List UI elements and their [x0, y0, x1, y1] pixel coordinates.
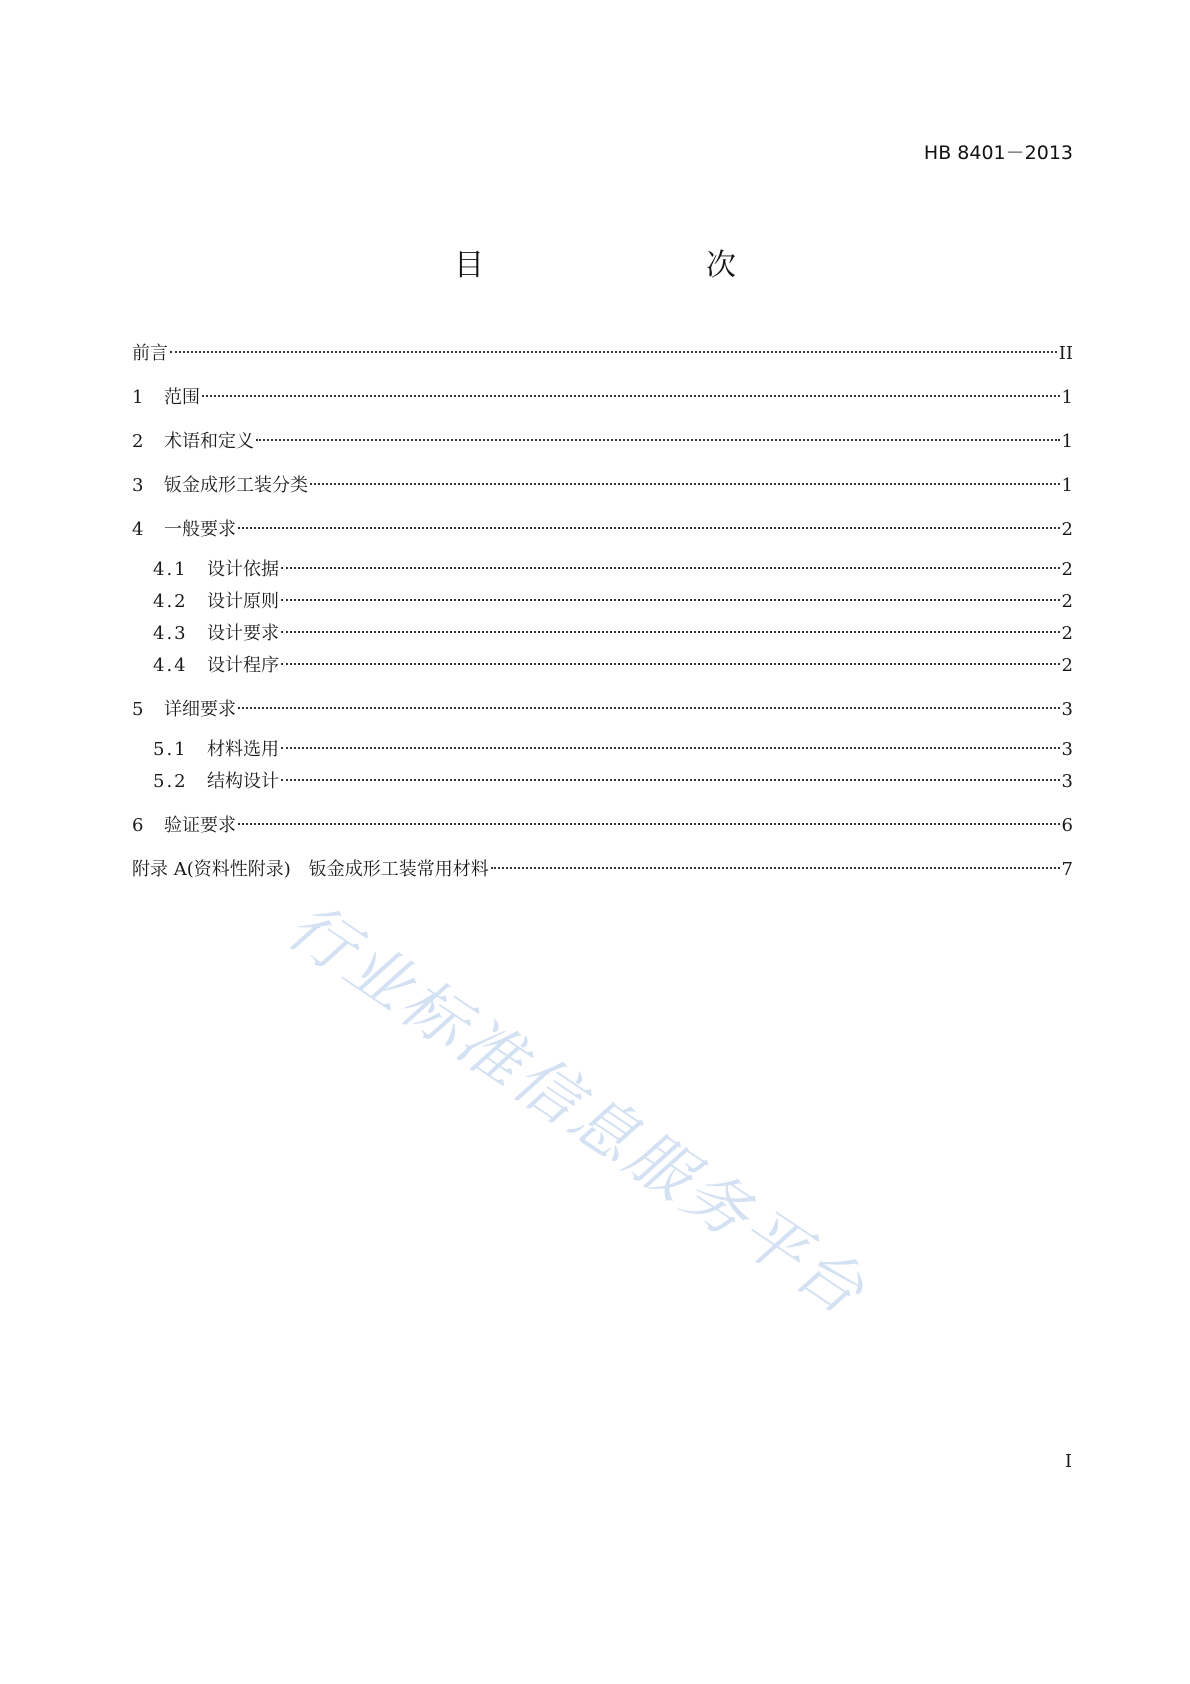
dot-leader [281, 747, 1060, 749]
toc-entry-page: 2 [1061, 591, 1073, 612]
toc-entry-page: 7 [1061, 859, 1073, 880]
toc-entry-page: 2 [1061, 655, 1073, 676]
toc-entry-number: 6 [132, 815, 144, 836]
toc-entry[interactable] [132, 812, 1073, 840]
toc-entry[interactable] [132, 736, 1073, 764]
toc-entry-page: 1 [1061, 431, 1073, 452]
dot-leader [281, 631, 1060, 633]
dot-leader [310, 483, 1060, 485]
toc-entry-page: 1 [1061, 475, 1073, 496]
dot-leader [202, 395, 1060, 397]
page-title: 目 次 [454, 248, 790, 283]
toc-entry-page: 6 [1061, 815, 1073, 836]
dot-leader [238, 527, 1060, 529]
dot-leader [238, 823, 1060, 825]
dot-leader [170, 351, 1057, 353]
dot-leader [256, 439, 1060, 441]
standard-code: HB 8401－2013 [923, 142, 1073, 164]
toc-entry-number: 4.2 [153, 591, 188, 612]
toc-entry[interactable] [132, 384, 1073, 412]
toc-entry[interactable] [132, 428, 1073, 456]
page-number: I [1064, 1451, 1072, 1472]
toc-entry[interactable] [132, 696, 1073, 724]
watermark: 行业标准信息服务平台 [274, 889, 880, 1331]
toc-entry-page: 2 [1061, 519, 1073, 540]
toc-entry-number: 4.1 [153, 559, 188, 580]
toc-entry[interactable] [132, 620, 1073, 648]
dot-leader [238, 707, 1060, 709]
toc-entry-title: 附录 A(资料性附录) 钣金成形工装常用材料 [132, 859, 489, 880]
table-of-contents [132, 340, 1073, 884]
toc-entry[interactable] [132, 340, 1073, 368]
toc-entry-title: 设计依据 [207, 559, 279, 580]
toc-entry-title: 材料选用 [207, 739, 279, 760]
toc-entry-title: 前言 [132, 343, 168, 364]
dot-leader [491, 867, 1060, 869]
toc-entry-title: 设计程序 [207, 655, 279, 676]
toc-entry-page: 1 [1061, 387, 1073, 408]
toc-entry-page: 3 [1061, 771, 1073, 792]
toc-entry-number: 4 [132, 519, 144, 540]
toc-entry-number: 2 [132, 431, 144, 452]
toc-entry-page: II [1058, 343, 1073, 364]
toc-entry-number: 1 [132, 387, 144, 408]
toc-entry[interactable] [132, 472, 1073, 500]
toc-entry[interactable] [132, 652, 1073, 680]
toc-entry[interactable] [132, 556, 1073, 584]
toc-entry-page: 3 [1061, 739, 1073, 760]
toc-entry-title: 设计原则 [207, 591, 279, 612]
toc-entry-title: 结构设计 [207, 771, 279, 792]
toc-entry-title: 范围 [164, 387, 200, 408]
toc-entry-title: 钣金成形工装分类 [164, 475, 308, 496]
toc-entry-number: 5.2 [153, 771, 188, 792]
toc-entry-number: 4.3 [153, 623, 188, 644]
toc-entry-page: 2 [1061, 623, 1073, 644]
toc-entry[interactable] [132, 588, 1073, 616]
toc-entry-title: 术语和定义 [164, 431, 254, 452]
toc-entry-title: 详细要求 [164, 699, 236, 720]
dot-leader [281, 663, 1060, 665]
toc-entry-title: 验证要求 [164, 815, 236, 836]
toc-entry-page: 3 [1061, 699, 1073, 720]
dot-leader [281, 599, 1060, 601]
toc-entry[interactable] [132, 768, 1073, 796]
toc-entry[interactable] [132, 516, 1073, 544]
toc-entry-number: 3 [132, 475, 144, 496]
toc-entry-page: 2 [1061, 559, 1073, 580]
dot-leader [281, 779, 1060, 781]
toc-entry-title: 设计要求 [207, 623, 279, 644]
toc-entry[interactable] [132, 856, 1073, 884]
toc-entry-number: 4.4 [153, 655, 188, 676]
toc-entry-number: 5.1 [153, 739, 188, 760]
toc-entry-title: 一般要求 [164, 519, 236, 540]
toc-entry-number: 5 [132, 699, 144, 720]
dot-leader [281, 567, 1060, 569]
